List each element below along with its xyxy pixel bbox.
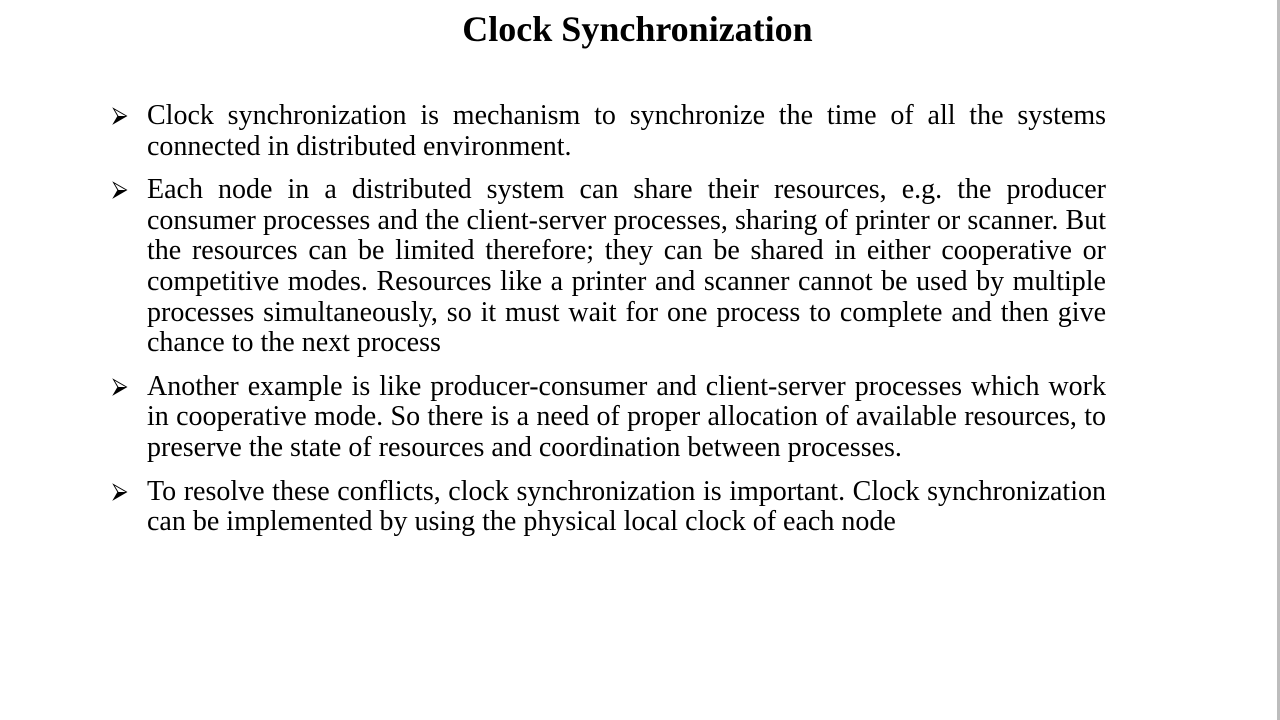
bullet-list [110,101,1106,551]
bullet-item [110,101,1106,162]
bullet-text: Another example is like producer-consumer and client-server processes which work in cooperative mode. So there is a need of proper allocation of available resources, to preserve the state of resources and coordination between processes. [147,370,1106,463]
page-title: Clock Synchronization [462,9,813,49]
bullet-item [110,477,1106,538]
arrowhead-bullet-icon: ⮚ [112,373,128,399]
arrowhead-bullet-icon: ⮚ [112,103,128,128]
bullet-text: Each node in a distributed system can share their resources, e.g. the producer consumer processes and the client-server processes, sharing of printer or scanner. But the resources can be limited therefore; they can be shared in either cooperative or competitive modes. Resources like a printer and scanner cannot be used by multiple processes simultaneously, so it must wait for one process to complete and then give chance to the next process [147,174,1106,359]
arrowhead-bullet-icon: ⮚ [112,177,128,203]
bullet-item [110,175,1106,359]
bullet-text: Clock synchronization is mechanism to synchronize the time of all the systems connected in distributed environment. [147,100,1106,162]
bullet-text: To resolve these conflicts, clock synchronization is important. Clock synchronization can be implemented by using the physical local clock of each node [147,475,1106,538]
bullet-item [110,372,1106,464]
arrowhead-bullet-icon: ⮚ [112,478,128,504]
